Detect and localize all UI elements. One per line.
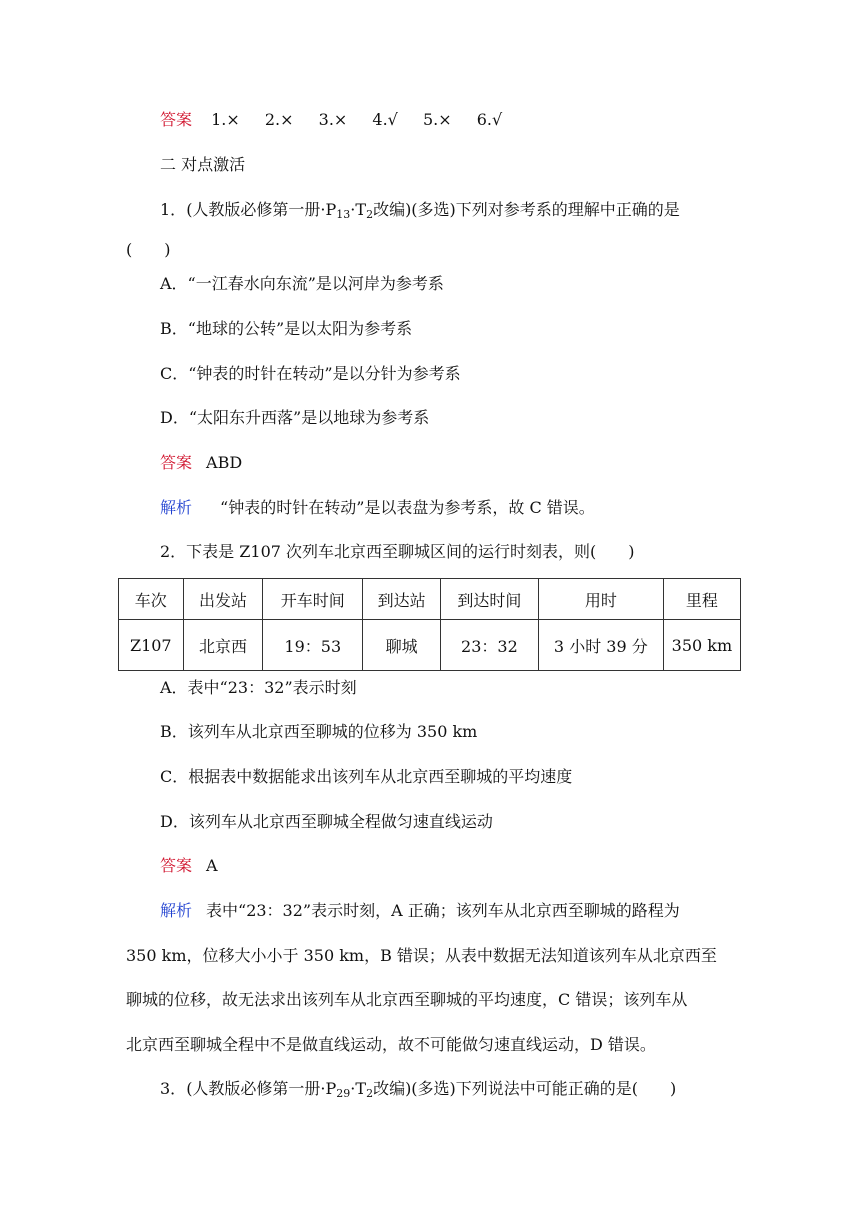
timetable-cell: 3 小时 39 分 bbox=[538, 620, 663, 671]
q3-source-post: 改编)(多选)下列说法中可能正确的是( ) bbox=[373, 1079, 677, 1098]
timetable-cell: 350 km bbox=[663, 620, 740, 671]
timetable-row bbox=[119, 620, 741, 671]
q3-mid: ·T bbox=[350, 1079, 367, 1098]
timetable-cell: 19：53 bbox=[263, 620, 363, 671]
q1-option-b: B．“地球的公转”是以太阳为参考系 bbox=[160, 319, 413, 338]
q1-analysis-text: “钟表的时针在转动”是以表盘为参考系，故 C 错误。 bbox=[220, 498, 595, 517]
q1-stem bbox=[160, 198, 680, 227]
section-heading: 二 对点激活 bbox=[160, 155, 246, 174]
q2-answer-value: A bbox=[206, 856, 218, 875]
q2-stem: 2．下表是 Z107 次列车北京西至聊城区间的运行时刻表，则( ) bbox=[160, 542, 635, 561]
answer-row bbox=[160, 108, 522, 132]
timetable-header: 里程 bbox=[663, 579, 740, 620]
timetable-header: 开车时间 bbox=[263, 579, 363, 620]
q1-number: 1． bbox=[160, 200, 187, 219]
q2-option-a: A．表中“23：32”表示时刻 bbox=[160, 678, 357, 697]
q1-mid: ·T bbox=[350, 200, 367, 219]
q3-task: 2 bbox=[366, 1087, 374, 1100]
q1-answer bbox=[160, 451, 242, 475]
q2-analysis-line-4: 北京西至聊城全程中不是做直线运动，故不可能做匀速直线运动，D 错误。 bbox=[126, 1035, 656, 1054]
q3-page: 29 bbox=[336, 1087, 351, 1100]
q1-page: 13 bbox=[336, 208, 351, 221]
q2-answer bbox=[160, 854, 218, 878]
timetable-header: 用时 bbox=[538, 579, 663, 620]
q1-analysis bbox=[160, 496, 595, 520]
timetable-cell: 聊城 bbox=[363, 620, 441, 671]
answer-item: 6.√ bbox=[476, 110, 503, 129]
answer-item: 3.× bbox=[318, 110, 348, 129]
q2-analysis-line-1 bbox=[160, 899, 680, 923]
timetable bbox=[118, 578, 741, 671]
q2-option-d: D．该列车从北京西至聊城全程做匀速直线运动 bbox=[160, 812, 493, 831]
q3-number: 3． bbox=[160, 1079, 187, 1098]
q2-analysis-text: 表中“23：32”表示时刻，A 正确；该列车从北京西至聊城的路程为 bbox=[206, 901, 680, 920]
q1-option-c: C．“钟表的时针在转动”是以分针为参考系 bbox=[160, 364, 461, 383]
q1-blank: ( ) bbox=[126, 240, 171, 259]
timetable-cell: Z107 bbox=[119, 620, 184, 671]
timetable-cell: 23：32 bbox=[441, 620, 539, 671]
q1-source-post: 改编)(多选)下列对参考系的理解中正确的是 bbox=[373, 200, 680, 219]
q1-answer-label: 答案 bbox=[160, 453, 193, 472]
q2-option-c: C．根据表中数据能求出该列车从北京西至聊城的平均速度 bbox=[160, 767, 573, 786]
q1-option-d: D．“太阳东升西落”是以地球为参考系 bbox=[160, 408, 430, 427]
timetable-header: 出发站 bbox=[183, 579, 263, 620]
answer-item: 4.√ bbox=[372, 110, 398, 129]
q1-analysis-label: 解析 bbox=[160, 498, 193, 517]
q2-option-b: B．该列车从北京西至聊城的位移为 350 km bbox=[160, 722, 478, 741]
timetable-header: 到达时间 bbox=[441, 579, 539, 620]
q1-option-a: A．“一江春水向东流”是以河岸为参考系 bbox=[160, 274, 444, 293]
timetable-cell: 北京西 bbox=[183, 620, 263, 671]
q2-analysis-label: 解析 bbox=[160, 901, 193, 920]
q3-source-pre: (人教版必修第一册·P bbox=[186, 1079, 337, 1098]
answer-label: 答案 bbox=[160, 110, 193, 129]
timetable-header: 到达站 bbox=[363, 579, 441, 620]
q2-analysis-line-2: 350 km，位移大小小于 350 km，B 错误；从表中数据无法知道该列车从北京西至 bbox=[126, 946, 717, 965]
q2-analysis-line-3: 聊城的位移，故无法求出该列车从北京西至聊城的平均速度，C 错误；该列车从 bbox=[126, 990, 688, 1009]
q1-task: 2 bbox=[366, 208, 374, 221]
timetable-header: 车次 bbox=[119, 579, 184, 620]
q2-answer-label: 答案 bbox=[160, 856, 193, 875]
timetable-header-row bbox=[119, 579, 741, 620]
q3-stem bbox=[160, 1077, 676, 1106]
answer-item: 5.× bbox=[422, 110, 452, 129]
q1-answer-value: ABD bbox=[206, 453, 243, 472]
answer-item: 1.× bbox=[211, 110, 240, 129]
answer-item: 2.× bbox=[264, 110, 294, 129]
q1-source-pre: (人教版必修第一册·P bbox=[186, 200, 337, 219]
